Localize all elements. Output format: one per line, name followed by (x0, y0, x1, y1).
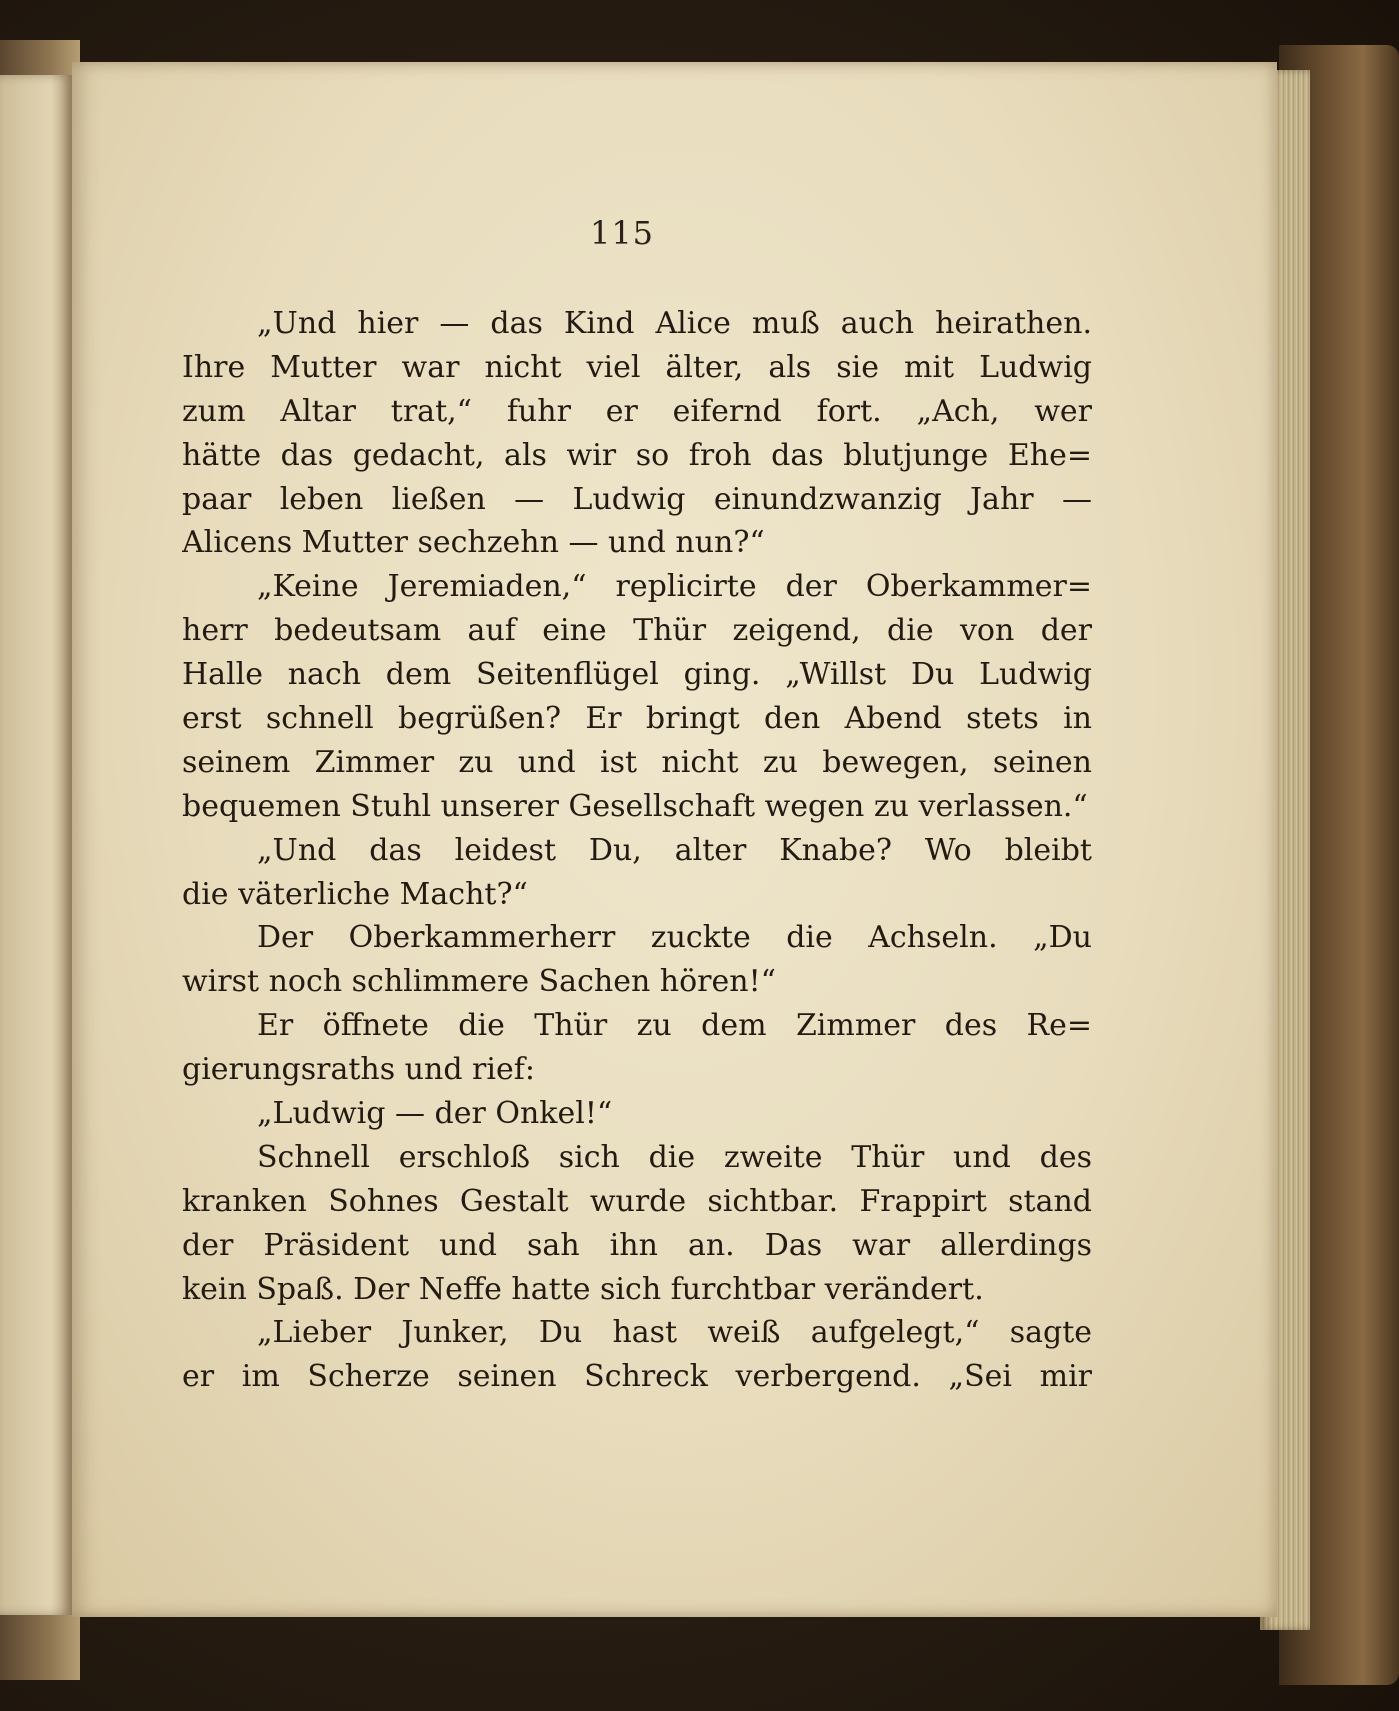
text-line: seinem Zimmer zu und ist nicht zu bewegen, seinen (182, 744, 1092, 780)
text-line: „Keine Jeremiaden,“ replicirte der Oberkammer= (257, 569, 1092, 605)
page-number: 115 (589, 214, 655, 252)
text-line: Alicens Mutter sechzehn — und nun?“ (182, 525, 765, 561)
text-line: gierungsraths und rief: (182, 1052, 535, 1088)
text-line: herr bedeutsam auf eine Thür zeigend, die von der (182, 613, 1092, 649)
text-line: zum Altar trat,“ fuhr er eifernd fort. „Ach, wer (182, 393, 1092, 429)
page-text (182, 302, 1092, 1399)
text-line: er im Scherze seinen Schreck verbergend. „Sei mir (182, 1359, 1092, 1395)
text-line: Der Oberkammerherr zuckte die Achseln. „Du (257, 920, 1092, 956)
text-line: der Präsident und sah ihn an. Das war allerdings (182, 1227, 1092, 1263)
text-line: hätte das gedacht, als wir so froh das blutjunge Ehe= (182, 437, 1092, 473)
text-line: „Und das leidest Du, alter Knabe? Wo bleibt (257, 832, 1092, 868)
text-line: „Lieber Junker, Du hast weiß aufgelegt,“ sagte (257, 1315, 1092, 1351)
text-line: paar leben ließen — Ludwig einundzwanzig Jahr — (182, 481, 1092, 517)
text-line: Ihre Mutter war nicht viel älter, als sie mit Ludwig (182, 349, 1092, 385)
text-line: bequemen Stuhl unserer Gesellschaft wegen zu verlassen.“ (182, 788, 1088, 824)
text-line: „Und hier — das Kind Alice muß auch heirathen. (257, 306, 1092, 341)
text-line: wirst noch schlimmere Sachen hören!“ (182, 964, 776, 1000)
text-line: kein Spaß. Der Neffe hatte sich furchtbar verändert. (182, 1271, 984, 1307)
text-line: die väterliche Macht?“ (182, 876, 528, 912)
text-line: Schnell erschloß sich die zweite Thür und des (257, 1139, 1092, 1175)
left-page-edge (0, 75, 72, 1615)
text-line: Halle nach dem Seitenflügel ging. „Willst Du Ludwig (182, 657, 1092, 693)
text-line: erst schnell begrüßen? Er bringt den Abend stets in (182, 701, 1092, 737)
text-line: kranken Sohnes Gestalt wurde sichtbar. Frappirt stand (182, 1183, 1092, 1219)
book-page (72, 62, 1277, 1617)
text-line: Er öffnete die Thür zu dem Zimmer des Re= (257, 1008, 1092, 1044)
text-line: „Ludwig — der Onkel!“ (257, 1096, 613, 1132)
